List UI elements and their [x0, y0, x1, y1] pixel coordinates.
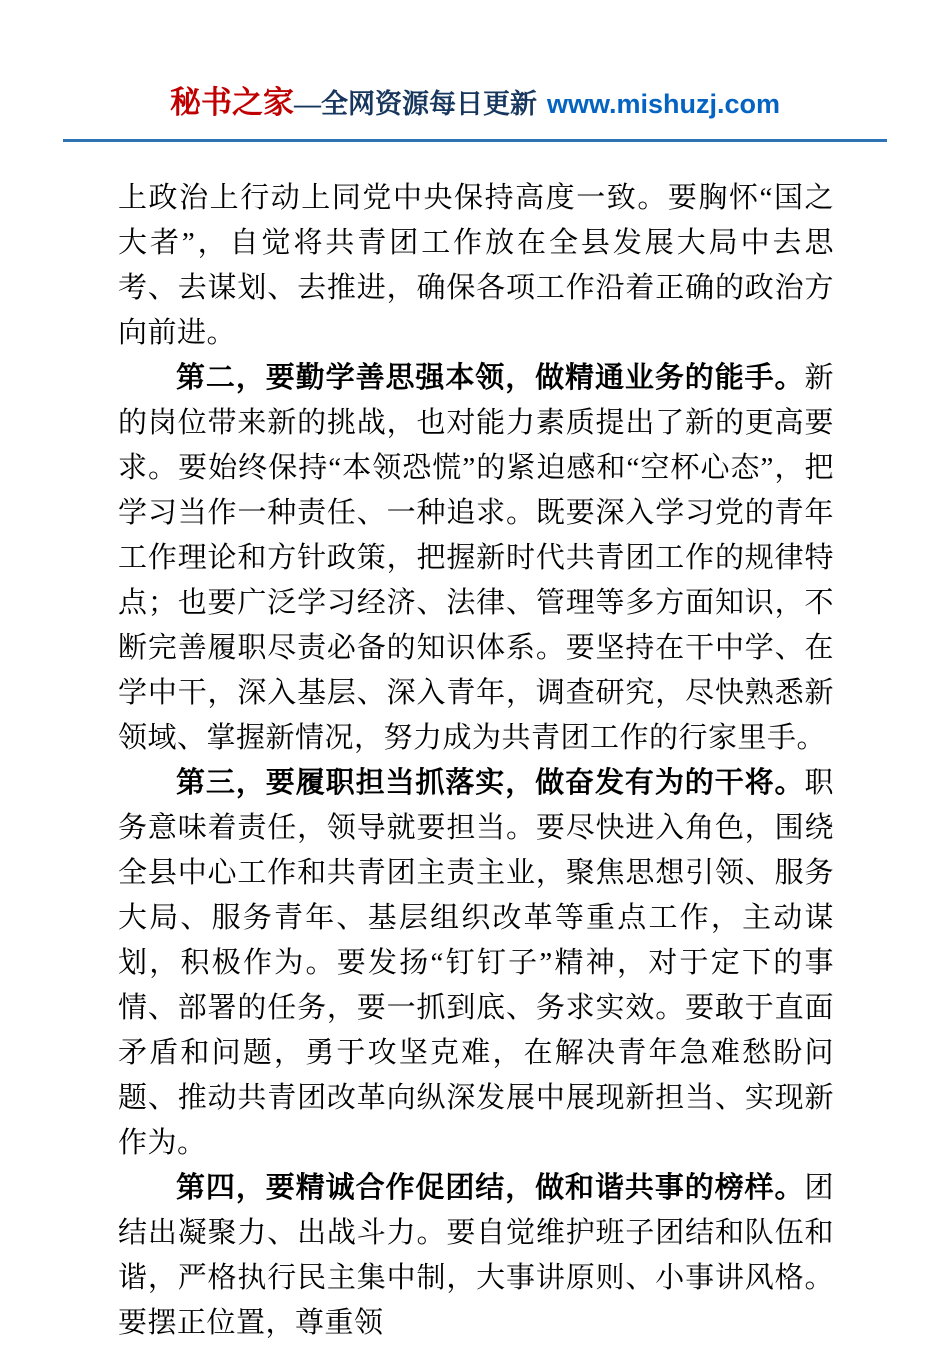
paragraph-text: 上政治上行动上同党中央保持高度一致。要胸怀“国之大者”，自觉将共青团工作放在全县发展大局中去思考、去谋划、去推进，确保各项工作沿着正确的政治方向前进。 — [118, 182, 834, 349]
paragraph-continuation — [118, 176, 834, 356]
paragraph-lead: 第三，要履职担当抓落实，做奋发有为的干将。 — [176, 767, 805, 799]
paragraph-text: 职务意味着责任，领导就要担当。要尽快进入角色，围绕全县中心工作和共青团主责主业，聚焦思想引领、服务大局、服务青年、基层组织改革等重点工作，主动谋划，积极作为。要发扬“钉钉子”精神，对于定下的事情、部署的任务，要一抓到底、务求实效。要敢于直面矛盾和问题，勇于攻坚克难，在解决青年急难愁盼问题、推动共青团改革向纵深发展中展现新担当、实现新作为。 — [118, 767, 834, 1159]
header-divider — [63, 139, 887, 142]
document-body — [118, 176, 834, 1346]
paragraph-third-point — [118, 761, 834, 1166]
site-url-link[interactable]: www.mishuzj.com — [546, 89, 781, 119]
paragraph-lead: 第四，要精诚合作促团结，做和谐共事的榜样。 — [176, 1172, 805, 1204]
paragraph-lead: 第二，要勤学善思强本领，做精通业务的能手。 — [176, 362, 805, 394]
paragraph-second-point — [118, 356, 834, 761]
site-brand: 秘书之家 — [169, 85, 294, 120]
paragraph-text: 新的岗位带来新的挑战，也对能力素质提出了新的更高要求。要始终保持“本领恐慌”的紧迫感和“空杯心态”，把学习当作一种责任、一种追求。既要深入学习党的青年工作理论和方针政策，把握新时代共青团工作的规律特点；也要广泛学习经济、法律、管理等多方面知识，不断完善履职尽责必备的知识体系。要坚持在干中学、在学中干，深入基层、深入青年，调查研究，尽快熟悉新领域、掌握新情况，努力成为共青团工作的行家里手。 — [118, 362, 834, 754]
site-header — [0, 84, 950, 121]
paragraph-fourth-point — [118, 1166, 834, 1346]
paragraph-text: 团结出凝聚力、出战斗力。要自觉维护班子团结和队伍和谐，严格执行民主集中制，大事讲原则、小事讲风格。要摆正位置，尊重领 — [118, 1172, 834, 1339]
site-tagline: —全网资源每日更新 — [293, 89, 537, 119]
